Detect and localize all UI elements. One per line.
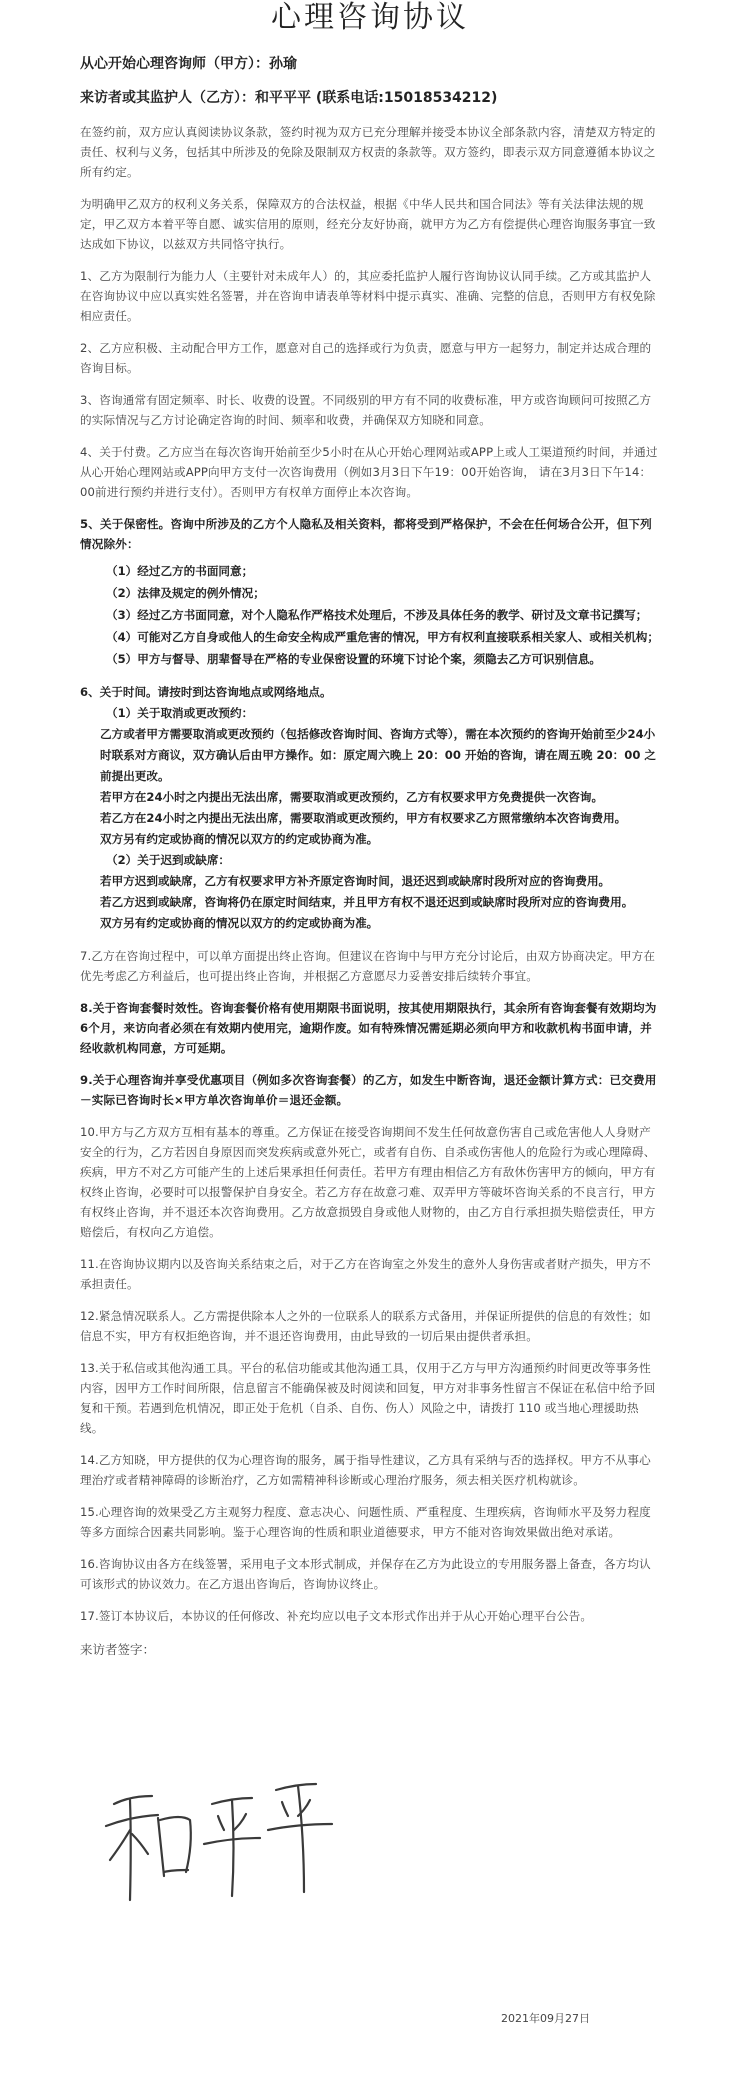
clause-11: 11.在咨询协议期内以及咨询关系结束之后，对于乙方在咨询室之外发生的意外人身伤害或者财产损失，甲方不承担责任。 — [80, 1257, 651, 1291]
clause-9: 9.关于心理咨询并享受优惠项目（例如多次咨询套餐）的乙方，如发生中断咨询，退还金额计算方式：已交费用－实际已咨询时长×甲方单次咨询单价＝退还金额。 — [80, 1073, 657, 1107]
clause-12: 12.紧急情况联系人。乙方需提供除本人之外的一位联系人的联系方式备用，并保证所提供的信息的有效性；如信息不实，甲方有权拒绝咨询，并不退还咨询费用，由此导致的一切后果由提供者承担。 — [80, 1309, 651, 1343]
clause-6-sub1-line: 双方另有约定或协商的情况以双方的约定或协商为准。 — [100, 832, 379, 846]
clause-6-sub1-line: 若甲方在24小时之内提出无法出席，需要取消或更改预约，乙方有权要求甲方免费提供一次咨询。 — [100, 790, 604, 804]
list-item: （3）经过乙方书面同意，对个人隐私作严格技术处理后，不涉及具体任务的教学、研讨及文章书记撰写； — [106, 608, 648, 622]
clause-6-heading: 6、关于时间。请按时到达咨询地点或网络地点。 — [80, 685, 332, 699]
clause-6-sub1-line: 若乙方在24小时之内提出无法出席，需要取消或更改预约，甲方有权要求乙方照常缴纳本次咨询费用。 — [100, 811, 627, 825]
clause-6-sub1-title: （1）关于取消或更改预约： — [106, 706, 254, 720]
clause-16: 16.咨询协议由各方在线签署，采用电子文本形式制成，并保存在乙方为此设立的专用服务器上备查，各方均认可该形式的协议效力。在乙方退出咨询后，咨询协议终止。 — [80, 1557, 651, 1591]
clause-6-sub2-title: （2）关于迟到或缺席： — [106, 853, 231, 867]
signing-date: 2021年09月27日 — [501, 2012, 590, 2025]
intro-paragraph-1: 在签约前，双方应认真阅读协议条款，签约时视为双方已充分理解并接受本协议全部条款内容，清楚双方特定的责任、权利与义务，包括其中所涉及的免除及限制双方权责的条款等。双方签约，即表示双方同意遵循本协议之所有约定。 — [80, 125, 656, 179]
clause-7: 7.乙方在咨询过程中，可以单方面提出终止咨询。但建议在咨询中与甲方充分讨论后，由双方协商决定。甲方在优先考虑乙方利益后，也可提出终止咨询，并根据乙方意愿尽力妥善安排后续转介事宜。 — [80, 949, 656, 983]
confidentiality-exceptions-list — [80, 560, 660, 670]
clause-6-sub2-line: 若乙方迟到或缺席，咨询将仍在原定时间结束，并且甲方有权不退还迟到或缺席时段所对应的咨询费用。 — [100, 895, 634, 909]
clause-2: 2、乙方应积极、主动配合甲方工作，愿意对自己的选择或行为负责，愿意与甲方一起努力，制定并达成合理的咨询目标。 — [80, 341, 652, 375]
clause-13: 13.关于私信或其他沟通工具。平台的私信功能或其他沟通工具，仅用于乙方与甲方沟通预约时间更改等事务性内容，因甲方工作时间所限，信息留言不能确保被及时阅读和回复，甲方对非事务性留言不保证在私信中给予回复和干预。若遇到危机情况，即正处于危机（自杀、自伤、伤人）风险之中，请拨打 110 或当地心理援助热线。 — [80, 1361, 656, 1435]
list-item: （4）可能对乙方自身或他人的生命安全构成严重危害的情况，甲方有权利直接联系相关家人、或相关机构； — [106, 630, 659, 644]
intro-paragraph-2: 为明确甲乙双方的权利义务关系，保障双方的合法权益，根据《中华人民共和国合同法》等有关法律法规的规定，甲乙双方本着平等自愿、诚实信用的原则，经充分友好协商，就甲方为乙方有偿提供心理咨询服务事宜一致达成如下协议，以兹双方共同恪守执行。 — [80, 197, 656, 251]
clause-6-sub2-line: 双方另有约定或协商的情况以双方的约定或协商为准。 — [100, 916, 379, 930]
clause-1: 1、乙方为限制行为能力人（主要针对未成年人）的，其应委托监护人履行咨询协议认同手续。乙方或其监护人在咨询协议中应以真实姓名签署，并在咨询申请表单等材料中提示真实、准确、完整的信息，否则甲方有权免除相应责任。 — [80, 269, 656, 323]
clause-15: 15.心理咨询的效果受乙方主观努力程度、意志决心、问题性质、严重程度、生理疾病，咨询师水平及努力程度等多方面综合因素共同影响。鉴于心理咨询的性质和职业道德要求，甲方不能对咨询效果做出绝对承诺。 — [80, 1505, 651, 1539]
clause-6-sub2-line: 若甲方迟到或缺席，乙方有权要求甲方补齐原定咨询时间，退还迟到或缺席时段所对应的咨询费用。 — [100, 874, 611, 888]
party-b-line: 来访者或其监护人（乙方）：和平平平 (联系电话:15018534212) — [80, 90, 498, 106]
list-item: （2）法律及规定的例外情况； — [106, 586, 265, 600]
list-item: （1）经过乙方的书面同意； — [106, 564, 254, 578]
clause-14: 14.乙方知晓，甲方提供的仅为心理咨询的服务，属于指导性建议，乙方具有采纳与否的选择权。甲方不从事心理治疗或者精神障碍的诊断治疗，乙方如需精神科诊断或心理治疗服务，须去相关医疗机构就诊。 — [80, 1453, 651, 1487]
clause-6-sub1-line: 乙方或者甲方需要取消或更改预约（包括修改咨询时间、咨询方式等），需在本次预约的咨询开始前至少24小时联系对方商议，双方确认后由甲方操作。如：原定周六晚上 20：00 开始的咨询，请在周五晚 20：00 之前提出更改。 — [100, 727, 657, 783]
signature-label: 来访者签字： — [80, 1642, 156, 1657]
clause-10: 10.甲方与乙方双方互相有基本的尊重。乙方保证在接受咨询期间不发生任何故意伤害自己或危害他人人身财产安全的行为，乙方若因自身原因而突发疾病或意外死亡，或者有自伤、自杀或伤害他人的危险行为或心理障碍、疾病，甲方不对乙方可能产生的上述后果承担任何责任。若甲方有理由相信乙方有敌休伤害甲方的倾向，甲方有权终止咨询，必要时可以报警保护自身安全。若乙方存在故意刁难、双弄甲方等破坏咨询关系的不良言行，甲方有权终止咨询，并不退还本次咨询费用。乙方故意损毁自身或他人财物的，由乙方自行承担损失赔偿责任，甲方赔偿后，有权向乙方追偿。 — [80, 1125, 656, 1239]
clause-8: 8.关于咨询套餐时效性。咨询套餐价格有使用期限书面说明，按其使用期限执行，其余所有咨询套餐有效期均为6个月，来访向者必须在有效期内使用完，逾期作废。如有特殊情况需延期必须向甲方和收款机构书面申请，并经收款机构同意，方可延期。 — [80, 1001, 657, 1055]
clause-17: 17.签订本协议后，本协议的任何修改、补充均应以电子文本形式作出并于从心开始心理平台公告。 — [80, 1609, 593, 1623]
clause-5: 5、关于保密性。咨询中所涉及的乙方个人隐私及相关资料，都将受到严格保护，不会在任何场合公开，但下列情况除外： — [80, 517, 652, 551]
party-a-line: 从心开始心理咨询师（甲方）：孙瑜 — [80, 56, 297, 72]
clause-4: 4、关于付费。乙方应当在每次咨询开始前至少5小时在从心开始心理网站或APP上或人工渠道预约时间，并通过从心开始心理网站或APP向甲方支付一次咨询费用（例如3月3日下午19：00开始咨询， 请在3月3日下午14：00前进行预约并进行支付）。否则甲方有权单方面停止本次咨询。 — [80, 445, 658, 499]
handwritten-signature — [100, 1760, 360, 1910]
list-item: （5）甲方与督导、朋辈督导在严格的专业保密设置的环境下讨论个案，须隐去乙方可识别信息。 — [106, 652, 602, 666]
clause-3: 3、咨询通常有固定频率、时长、收费的设置。不同级别的甲方有不同的收费标准，甲方或咨询顾问可按照乙方的实际情况与乙方讨论确定咨询的时间、频率和收费，并确保双方知晓和同意。 — [80, 393, 652, 427]
document-title: 心理咨询协议 — [271, 0, 469, 35]
clause-6 — [80, 682, 660, 934]
